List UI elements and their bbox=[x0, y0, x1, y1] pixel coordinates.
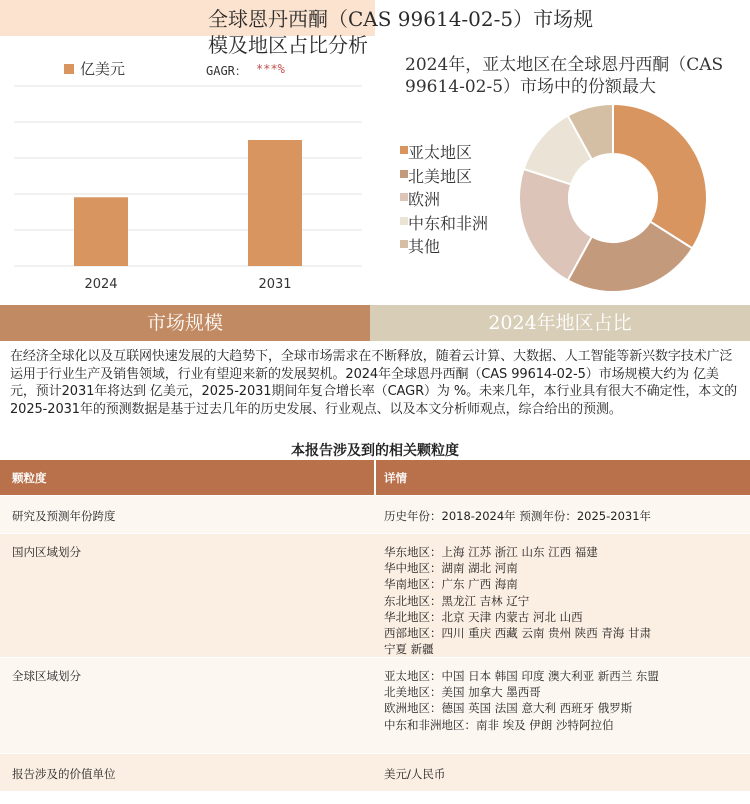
table-detail-line: 东北地区：黑龙江 吉林 辽宁 bbox=[384, 593, 530, 608]
table-row bbox=[0, 754, 750, 792]
table-cell-granularity: 研究及预测年份跨度 bbox=[12, 509, 116, 523]
table-cell-detail bbox=[376, 508, 750, 524]
market-size-band-label: 市场规模 bbox=[146, 312, 223, 334]
table-detail-line: 华南地区：广东 广西 海南 bbox=[384, 577, 518, 592]
table-cell-granularity: 全球区域划分 bbox=[12, 669, 81, 683]
pie-legend-label: 其他 bbox=[408, 237, 441, 256]
table-detail-line: 北美地区：美国 加拿大 墨西哥 bbox=[384, 685, 541, 700]
donut-chart bbox=[505, 100, 725, 300]
table-detail-line: 亚太地区：中国 日本 韩国 印度 澳大利亚 新西兰 东盟 bbox=[384, 669, 659, 683]
table-caption: 本报告涉及到的相关颗粒度 bbox=[291, 443, 459, 459]
intro-paragraph: 在经济全球化以及互联网快速发展的大趋势下，全球市场需求在不断释放，随着云计算、大数据、人工智能等新兴数字技术广泛运用于行业生产及销售领域，行业有望迎来新的发展契机。2024年全球恩丹西酮（CAS 99614-02-5）市场规模大约为 亿美元，预计2031年将达到 亿美元，2025-2031期间年复合增长率（CAGR）为 %。未来几年，本行业具有很大不确定性，本文的2025-2031年的预测数据是基于过去几年的历史发展、行业观点、以及本文分析师观点，综合给出的预测。 bbox=[10, 349, 738, 417]
table-detail-line: 中东和非洲地区：南非 埃及 伊朗 沙特阿拉伯 bbox=[384, 717, 614, 732]
table-row bbox=[0, 496, 750, 534]
table-cell-detail bbox=[376, 544, 750, 657]
table-cell-detail bbox=[376, 766, 750, 782]
pie-legend-swatch bbox=[400, 240, 408, 248]
bar-x-tick-label: 2024 bbox=[84, 277, 118, 292]
pie-legend-label: 北美地区 bbox=[408, 166, 473, 186]
cagr-value: ***% bbox=[256, 62, 285, 76]
table-detail-line: 欧洲地区：德国 英国 法国 意大利 西班牙 俄罗斯 bbox=[384, 701, 633, 716]
pie-legend-swatch bbox=[400, 146, 408, 154]
table-detail-line: 华东地区：上海 江苏 浙江 山东 江西 福建 bbox=[384, 545, 598, 559]
table-detail-line: 历史年份：2018-2024年 预测年份：2025-2031年 bbox=[384, 509, 652, 523]
table-row bbox=[0, 658, 750, 754]
page-title-line2: 模及地区占比分析 bbox=[208, 33, 368, 57]
bar-2024 bbox=[74, 197, 128, 266]
table-header-detail: 详情 bbox=[384, 471, 407, 485]
table-detail-line: 宁夏 新疆 bbox=[384, 642, 434, 657]
pie-legend-swatch bbox=[400, 170, 408, 178]
table-detail-line: 华中地区：湖南 湖北 河南 bbox=[384, 561, 518, 576]
table-detail-line: 西部地区：四川 重庆 西藏 云南 贵州 陕西 青海 甘肃 bbox=[384, 626, 652, 641]
table-header-granularity: 颗粒度 bbox=[12, 471, 47, 485]
pie-legend-swatch bbox=[400, 193, 408, 201]
bar-2031 bbox=[248, 140, 302, 266]
region-share-band-label: 2024年地区占比 bbox=[488, 312, 632, 334]
bar-legend-label: 亿美元 bbox=[80, 60, 126, 78]
pie-chart-title: 2024年，亚太地区在全球恩丹西酮（CAS 99614-02-5）市场中的份额最大 bbox=[405, 55, 724, 97]
pie-legend-swatch bbox=[400, 217, 408, 225]
table-detail-line: 华北地区：北京 天津 内蒙古 河北 山西 bbox=[384, 609, 583, 624]
table-cell-granularity: 报告涉及的价值单位 bbox=[12, 767, 116, 781]
cagr-label: GAGR： bbox=[206, 64, 247, 78]
pie-legend-label: 中东和非洲 bbox=[408, 213, 489, 233]
table-cell-detail bbox=[376, 668, 750, 733]
table-row bbox=[0, 534, 750, 658]
bar-legend-swatch bbox=[64, 64, 74, 74]
pie-legend-label: 欧洲 bbox=[408, 190, 441, 209]
bar-chart bbox=[0, 80, 375, 300]
bar-x-tick-label: 2031 bbox=[258, 277, 292, 292]
header-divider bbox=[374, 460, 376, 496]
table-cell-granularity: 国内区域划分 bbox=[12, 545, 81, 559]
pie-legend-label: 亚太地区 bbox=[408, 143, 473, 162]
page-title: 全球恩丹西酮（CAS 99614-02-5）市场规 bbox=[208, 7, 594, 31]
table-detail-line: 美元/人民币 bbox=[384, 767, 446, 781]
